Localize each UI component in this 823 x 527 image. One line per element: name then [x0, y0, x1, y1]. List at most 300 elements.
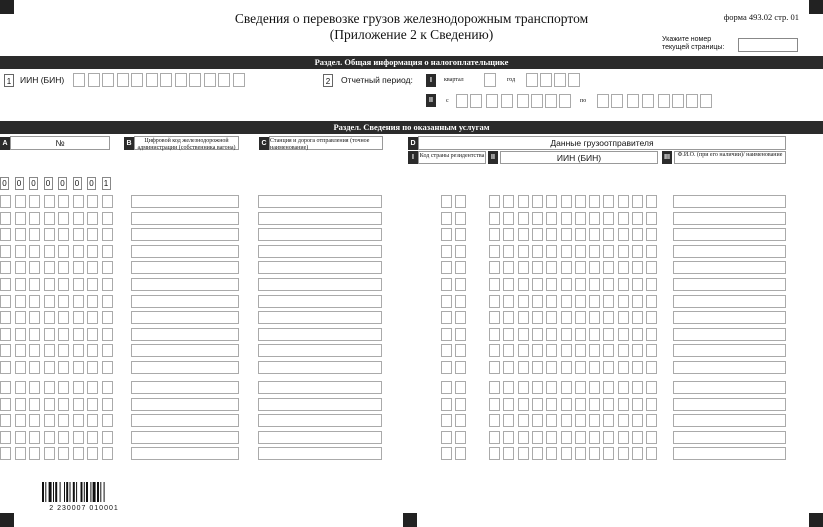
date-from-digit-box[interactable]	[517, 94, 529, 108]
row-number-box[interactable]	[58, 328, 69, 341]
iin-box[interactable]	[603, 295, 614, 308]
iin-box[interactable]	[518, 228, 529, 241]
row-number-box[interactable]	[15, 228, 26, 241]
iin-box[interactable]	[618, 245, 629, 258]
iin-box[interactable]	[503, 278, 514, 291]
iin-box[interactable]	[489, 212, 500, 225]
iin-box[interactable]	[518, 212, 529, 225]
railway-code-field[interactable]	[131, 361, 239, 374]
country-code-box[interactable]	[441, 447, 452, 460]
row-number-box[interactable]	[58, 447, 69, 460]
iin-box[interactable]	[646, 381, 657, 394]
iin-box[interactable]	[503, 361, 514, 374]
iin-box[interactable]	[518, 344, 529, 357]
iin-box[interactable]	[546, 361, 557, 374]
row-number-box[interactable]	[102, 261, 113, 274]
row-number-box[interactable]	[87, 311, 98, 324]
iin-box[interactable]	[532, 414, 543, 427]
row-number-box[interactable]	[44, 381, 55, 394]
row-number-box[interactable]	[15, 311, 26, 324]
row-number-box[interactable]	[15, 195, 26, 208]
iin-box[interactable]	[575, 398, 586, 411]
iin-box[interactable]	[632, 414, 643, 427]
iin-box[interactable]	[632, 311, 643, 324]
row-number-box[interactable]	[15, 245, 26, 258]
name-field[interactable]	[673, 414, 786, 427]
row-number-box[interactable]	[44, 414, 55, 427]
iin-box[interactable]	[503, 344, 514, 357]
iin-box[interactable]	[532, 311, 543, 324]
row-number-box[interactable]	[15, 381, 26, 394]
iin-box[interactable]	[603, 228, 614, 241]
name-field[interactable]	[673, 398, 786, 411]
iin-box[interactable]	[518, 261, 529, 274]
iin-box[interactable]	[546, 212, 557, 225]
country-code-box[interactable]	[455, 245, 466, 258]
row-number-box[interactable]	[58, 361, 69, 374]
country-code-box[interactable]	[441, 295, 452, 308]
country-code-box[interactable]	[455, 344, 466, 357]
railway-code-field[interactable]	[131, 245, 239, 258]
iin-box[interactable]	[489, 381, 500, 394]
row-number-box[interactable]	[44, 195, 55, 208]
row-number-box[interactable]	[44, 431, 55, 444]
iin-box[interactable]	[489, 295, 500, 308]
iin-box[interactable]	[589, 212, 600, 225]
country-code-box[interactable]	[455, 295, 466, 308]
iin-box[interactable]	[561, 431, 572, 444]
row-number-box[interactable]	[44, 447, 55, 460]
iin-box[interactable]	[546, 295, 557, 308]
row-number-box[interactable]	[73, 195, 84, 208]
name-field[interactable]	[673, 245, 786, 258]
name-field[interactable]	[673, 344, 786, 357]
iin-box[interactable]	[632, 328, 643, 341]
row-number-box[interactable]	[73, 447, 84, 460]
iin-box[interactable]	[575, 344, 586, 357]
country-code-box[interactable]	[441, 311, 452, 324]
row-number-box[interactable]	[15, 328, 26, 341]
date-from-digit-box[interactable]	[456, 94, 468, 108]
row-number-box[interactable]	[0, 447, 11, 460]
iin-box[interactable]	[646, 212, 657, 225]
row-number-box[interactable]	[87, 447, 98, 460]
iin-box[interactable]	[646, 245, 657, 258]
country-code-box[interactable]	[441, 245, 452, 258]
iin-box[interactable]	[489, 447, 500, 460]
row-number-box[interactable]	[0, 245, 11, 258]
iin-box[interactable]	[589, 311, 600, 324]
iin-box[interactable]	[561, 212, 572, 225]
iin-box[interactable]	[646, 328, 657, 341]
row-number-box[interactable]	[58, 431, 69, 444]
iin-box[interactable]	[503, 431, 514, 444]
iin-box[interactable]	[632, 278, 643, 291]
row-number-box[interactable]	[73, 361, 84, 374]
iin-box[interactable]	[589, 398, 600, 411]
row-number-box[interactable]	[73, 381, 84, 394]
iin-box[interactable]	[489, 311, 500, 324]
railway-code-field[interactable]	[131, 431, 239, 444]
row-number-box[interactable]	[0, 398, 11, 411]
row-number-box[interactable]	[73, 212, 84, 225]
row-number-box[interactable]	[87, 361, 98, 374]
row-number-box[interactable]	[87, 212, 98, 225]
iin-box[interactable]	[632, 398, 643, 411]
iin-box[interactable]	[646, 398, 657, 411]
year-digit-box[interactable]	[554, 73, 566, 87]
iin-box[interactable]	[503, 295, 514, 308]
railway-code-field[interactable]	[131, 344, 239, 357]
row-number-box[interactable]	[58, 261, 69, 274]
date-to-digit-box[interactable]	[658, 94, 670, 108]
name-field[interactable]	[673, 361, 786, 374]
row-number-box[interactable]	[73, 414, 84, 427]
row-number-box[interactable]	[87, 328, 98, 341]
row-number-box[interactable]	[73, 344, 84, 357]
iin-box[interactable]	[546, 381, 557, 394]
railway-code-field[interactable]	[131, 447, 239, 460]
iin-box[interactable]	[603, 344, 614, 357]
row-number-box[interactable]	[73, 311, 84, 324]
iin-box[interactable]	[575, 212, 586, 225]
iin-box[interactable]	[646, 361, 657, 374]
row-number-box[interactable]	[29, 414, 40, 427]
country-code-box[interactable]	[441, 414, 452, 427]
iin-box[interactable]	[518, 278, 529, 291]
row-number-box[interactable]	[87, 278, 98, 291]
country-code-box[interactable]	[455, 447, 466, 460]
date-to-digit-box[interactable]	[672, 94, 684, 108]
row-number-box[interactable]	[87, 295, 98, 308]
station-field[interactable]	[258, 361, 382, 374]
iin-box[interactable]	[489, 361, 500, 374]
station-field[interactable]	[258, 311, 382, 324]
date-from-digit-box[interactable]	[501, 94, 513, 108]
iin-box[interactable]	[503, 245, 514, 258]
date-to-digit-box[interactable]	[611, 94, 623, 108]
iin-box[interactable]	[489, 328, 500, 341]
iin-box[interactable]	[561, 311, 572, 324]
country-code-box[interactable]	[455, 328, 466, 341]
iin-box[interactable]	[561, 295, 572, 308]
iin-box[interactable]	[503, 414, 514, 427]
date-from-digit-box[interactable]	[486, 94, 498, 108]
iin-box[interactable]	[561, 245, 572, 258]
row-number-box[interactable]	[15, 447, 26, 460]
date-to-digit-box[interactable]	[597, 94, 609, 108]
station-field[interactable]	[258, 195, 382, 208]
iin-digit-box[interactable]	[218, 73, 230, 87]
row-number-box[interactable]	[73, 295, 84, 308]
row-number-box[interactable]	[58, 212, 69, 225]
iin-box[interactable]	[532, 381, 543, 394]
iin-box[interactable]	[575, 361, 586, 374]
iin-box[interactable]	[532, 228, 543, 241]
iin-box[interactable]	[603, 328, 614, 341]
iin-box[interactable]	[575, 228, 586, 241]
iin-box[interactable]	[632, 447, 643, 460]
row-number-box[interactable]	[58, 311, 69, 324]
iin-box[interactable]	[589, 361, 600, 374]
iin-digit-box[interactable]	[189, 73, 201, 87]
iin-box[interactable]	[503, 447, 514, 460]
row-number-box[interactable]	[102, 344, 113, 357]
country-code-box[interactable]	[455, 212, 466, 225]
name-field[interactable]	[673, 195, 786, 208]
iin-box[interactable]	[561, 361, 572, 374]
row-number-box[interactable]	[0, 195, 11, 208]
iin-box[interactable]	[589, 344, 600, 357]
row-number-box[interactable]	[102, 447, 113, 460]
iin-box[interactable]	[575, 195, 586, 208]
iin-box[interactable]	[532, 447, 543, 460]
row-number-box[interactable]	[102, 431, 113, 444]
iin-box[interactable]	[546, 245, 557, 258]
iin-box[interactable]	[532, 261, 543, 274]
row-number-box[interactable]	[15, 361, 26, 374]
iin-box[interactable]	[618, 228, 629, 241]
iin-box[interactable]	[503, 228, 514, 241]
iin-box[interactable]	[618, 278, 629, 291]
iin-box[interactable]	[618, 212, 629, 225]
row-number-box[interactable]	[0, 361, 11, 374]
row-number-box[interactable]	[102, 228, 113, 241]
iin-digit-box[interactable]	[146, 73, 158, 87]
iin-box[interactable]	[603, 195, 614, 208]
row-number-box[interactable]	[73, 228, 84, 241]
country-code-box[interactable]	[441, 228, 452, 241]
station-field[interactable]	[258, 414, 382, 427]
quarter-input[interactable]	[484, 73, 496, 87]
row-number-box[interactable]	[0, 295, 11, 308]
date-to-digit-box[interactable]	[627, 94, 639, 108]
iin-box[interactable]	[518, 398, 529, 411]
row-number-box[interactable]	[44, 311, 55, 324]
railway-code-field[interactable]	[131, 381, 239, 394]
iin-box[interactable]	[646, 431, 657, 444]
country-code-box[interactable]	[455, 398, 466, 411]
iin-box[interactable]	[546, 228, 557, 241]
iin-box[interactable]	[575, 414, 586, 427]
iin-box[interactable]	[532, 212, 543, 225]
country-code-box[interactable]	[441, 344, 452, 357]
row-number-box[interactable]	[73, 328, 84, 341]
iin-box[interactable]	[618, 261, 629, 274]
iin-box[interactable]	[646, 278, 657, 291]
iin-box[interactable]	[546, 311, 557, 324]
iin-box[interactable]	[618, 295, 629, 308]
row-number-box[interactable]	[58, 414, 69, 427]
iin-box[interactable]	[603, 431, 614, 444]
row-number-box[interactable]	[73, 431, 84, 444]
iin-box[interactable]	[546, 431, 557, 444]
country-code-box[interactable]	[441, 381, 452, 394]
iin-digit-box[interactable]	[233, 73, 245, 87]
country-code-box[interactable]	[455, 361, 466, 374]
row-number-box[interactable]	[15, 431, 26, 444]
railway-code-field[interactable]	[131, 328, 239, 341]
iin-box[interactable]	[575, 261, 586, 274]
row-number-box[interactable]	[0, 278, 11, 291]
country-code-box[interactable]	[441, 361, 452, 374]
iin-box[interactable]	[646, 344, 657, 357]
iin-box[interactable]	[603, 398, 614, 411]
row-number-box[interactable]	[73, 278, 84, 291]
date-to-digit-box[interactable]	[700, 94, 712, 108]
row-number-box[interactable]	[0, 431, 11, 444]
station-field[interactable]	[258, 261, 382, 274]
iin-box[interactable]	[618, 398, 629, 411]
name-field[interactable]	[673, 212, 786, 225]
iin-box[interactable]	[489, 245, 500, 258]
iin-box[interactable]	[589, 381, 600, 394]
iin-box[interactable]	[632, 344, 643, 357]
iin-box[interactable]	[575, 381, 586, 394]
station-field[interactable]	[258, 245, 382, 258]
row-number-box[interactable]	[73, 245, 84, 258]
iin-box[interactable]	[575, 431, 586, 444]
station-field[interactable]	[258, 328, 382, 341]
row-number-box[interactable]	[29, 447, 40, 460]
iin-box[interactable]	[532, 344, 543, 357]
iin-box[interactable]	[532, 278, 543, 291]
row-number-box[interactable]	[29, 261, 40, 274]
iin-box[interactable]	[646, 447, 657, 460]
iin-box[interactable]	[503, 212, 514, 225]
iin-box[interactable]	[561, 447, 572, 460]
row-number-box[interactable]	[29, 344, 40, 357]
row-number-box[interactable]	[102, 414, 113, 427]
iin-box[interactable]	[632, 295, 643, 308]
iin-box[interactable]	[618, 328, 629, 341]
iin-box[interactable]	[532, 328, 543, 341]
country-code-box[interactable]	[455, 431, 466, 444]
row-number-box[interactable]	[102, 398, 113, 411]
row-number-box[interactable]	[102, 381, 113, 394]
row-number-box[interactable]	[58, 228, 69, 241]
railway-code-field[interactable]	[131, 311, 239, 324]
row-number-box[interactable]	[44, 344, 55, 357]
row-number-box[interactable]	[44, 278, 55, 291]
iin-box[interactable]	[618, 381, 629, 394]
row-number-box[interactable]	[15, 344, 26, 357]
row-number-box[interactable]	[87, 245, 98, 258]
iin-box[interactable]	[632, 381, 643, 394]
country-code-box[interactable]	[441, 328, 452, 341]
row-number-box[interactable]	[102, 328, 113, 341]
iin-box[interactable]	[532, 295, 543, 308]
row-number-box[interactable]	[44, 261, 55, 274]
iin-box[interactable]	[518, 447, 529, 460]
iin-box[interactable]	[532, 431, 543, 444]
iin-box[interactable]	[589, 245, 600, 258]
iin-box[interactable]	[561, 195, 572, 208]
iin-box[interactable]	[546, 328, 557, 341]
row-number-box[interactable]	[44, 245, 55, 258]
iin-box[interactable]	[603, 381, 614, 394]
row-number-box[interactable]	[29, 295, 40, 308]
row-number-box[interactable]	[0, 261, 11, 274]
row-number-box[interactable]	[29, 195, 40, 208]
name-field[interactable]	[673, 328, 786, 341]
iin-box[interactable]	[489, 431, 500, 444]
year-digit-box[interactable]	[526, 73, 538, 87]
station-field[interactable]	[258, 431, 382, 444]
row-number-box[interactable]	[73, 261, 84, 274]
country-code-box[interactable]	[455, 381, 466, 394]
row-number-box[interactable]	[102, 195, 113, 208]
railway-code-field[interactable]	[131, 261, 239, 274]
iin-box[interactable]	[603, 245, 614, 258]
iin-box[interactable]	[646, 195, 657, 208]
railway-code-field[interactable]	[131, 278, 239, 291]
iin-box[interactable]	[603, 361, 614, 374]
iin-box[interactable]	[589, 278, 600, 291]
country-code-box[interactable]	[455, 414, 466, 427]
iin-digit-box[interactable]	[204, 73, 216, 87]
iin-box[interactable]	[546, 344, 557, 357]
iin-box[interactable]	[575, 245, 586, 258]
iin-box[interactable]	[589, 414, 600, 427]
row-number-box[interactable]	[87, 398, 98, 411]
name-field[interactable]	[673, 278, 786, 291]
country-code-box[interactable]	[441, 398, 452, 411]
iin-box[interactable]	[632, 245, 643, 258]
station-field[interactable]	[258, 295, 382, 308]
iin-box[interactable]	[575, 278, 586, 291]
iin-box[interactable]	[575, 311, 586, 324]
row-number-box[interactable]	[102, 245, 113, 258]
country-code-box[interactable]	[441, 261, 452, 274]
iin-box[interactable]	[561, 278, 572, 291]
iin-box[interactable]	[546, 414, 557, 427]
iin-box[interactable]	[618, 195, 629, 208]
iin-box[interactable]	[575, 295, 586, 308]
row-number-box[interactable]	[87, 431, 98, 444]
row-number-box[interactable]	[15, 398, 26, 411]
country-code-box[interactable]	[455, 278, 466, 291]
iin-box[interactable]	[561, 398, 572, 411]
row-number-box[interactable]	[58, 381, 69, 394]
iin-box[interactable]	[561, 228, 572, 241]
country-code-box[interactable]	[441, 212, 452, 225]
row-number-box[interactable]	[29, 398, 40, 411]
row-number-box[interactable]	[0, 381, 11, 394]
iin-box[interactable]	[503, 398, 514, 411]
iin-box[interactable]	[546, 195, 557, 208]
iin-box[interactable]	[603, 261, 614, 274]
row-number-box[interactable]	[0, 414, 11, 427]
row-number-box[interactable]	[29, 212, 40, 225]
row-number-box[interactable]	[29, 245, 40, 258]
iin-box[interactable]	[589, 295, 600, 308]
iin-box[interactable]	[503, 381, 514, 394]
iin-box[interactable]	[561, 344, 572, 357]
iin-box[interactable]	[646, 414, 657, 427]
iin-box[interactable]	[489, 344, 500, 357]
iin-box[interactable]	[646, 311, 657, 324]
iin-box[interactable]	[518, 431, 529, 444]
iin-box[interactable]	[518, 245, 529, 258]
iin-box[interactable]	[561, 261, 572, 274]
railway-code-field[interactable]	[131, 228, 239, 241]
row-number-box[interactable]	[44, 328, 55, 341]
row-number-box[interactable]	[58, 344, 69, 357]
row-number-box[interactable]	[15, 261, 26, 274]
row-number-box[interactable]	[44, 398, 55, 411]
iin-box[interactable]	[503, 328, 514, 341]
